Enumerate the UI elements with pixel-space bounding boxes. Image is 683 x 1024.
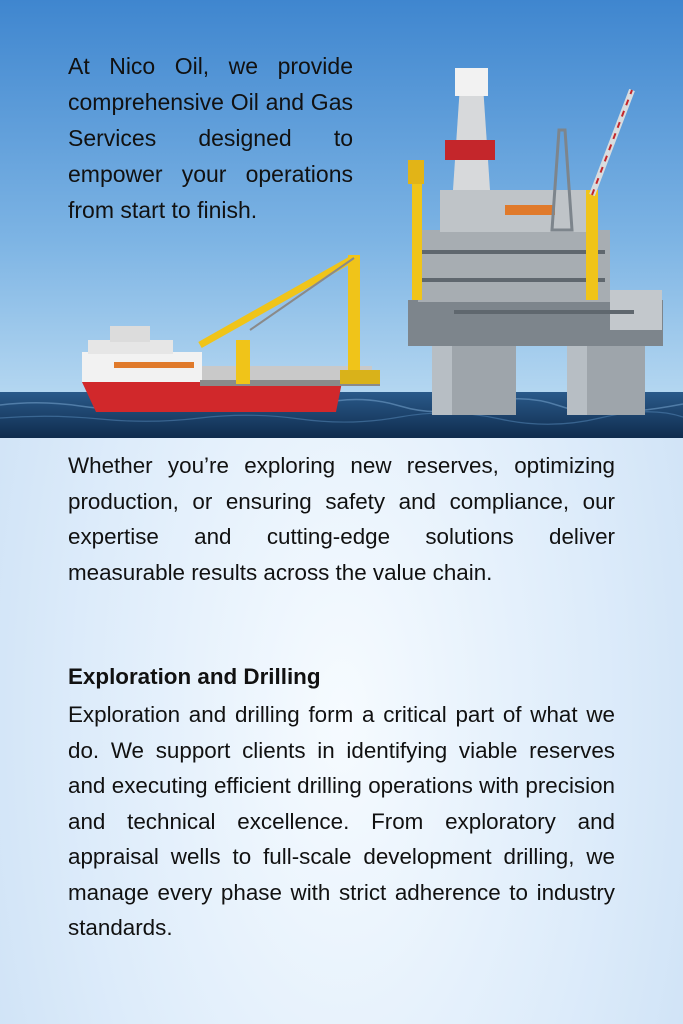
section-paragraph: Exploration and drilling form a critical part of what we do. We support clients in identifying viable reserves and executing efficient drilling operations with precision and technical excellence. From exploratory and appraisal wells to full-scale development drilling, we manage every phase with strict adherence to industry standards. (68, 702, 615, 940)
hero-banner (0, 0, 683, 438)
section-heading: Exploration and Drilling (68, 664, 321, 689)
intro-paragraph: Whether you’re exploring new reserves, optimizing production, or ensuring safety and compliance, our expertise and cutting-edge solutions deliver measurable results across the value chain. (68, 453, 615, 585)
intro-text: At Nico Oil, we provide comprehensive Oil and Gas Services designed to empower your operations from start to finish. (68, 53, 353, 223)
